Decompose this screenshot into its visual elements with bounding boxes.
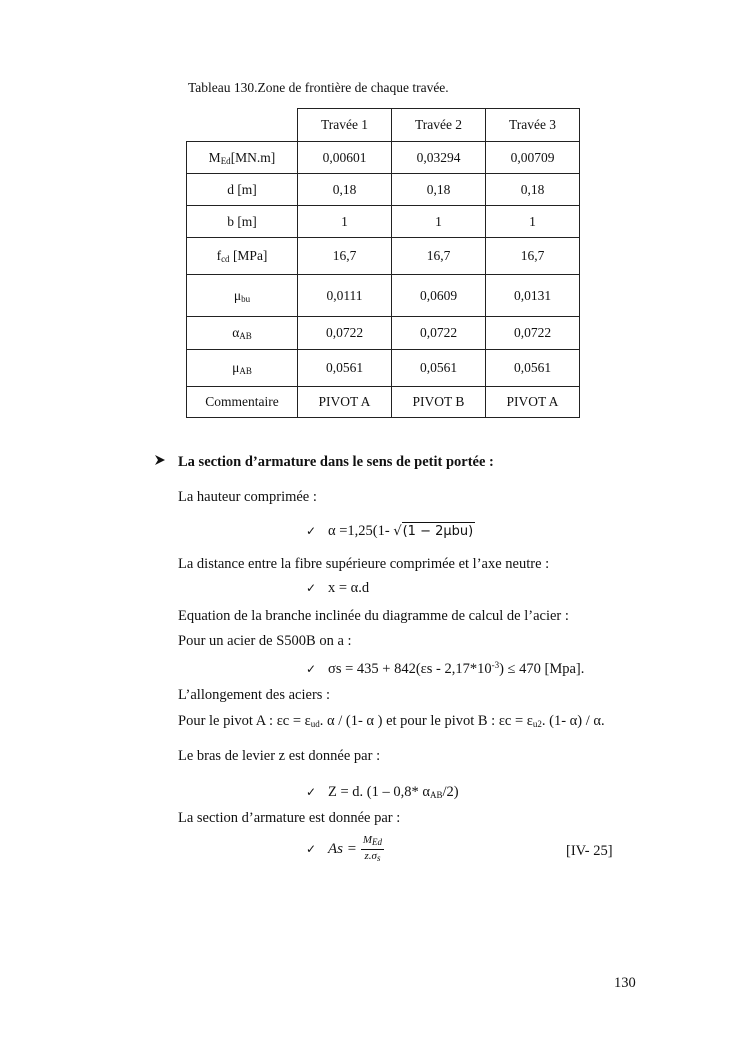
formula-alpha: ✓ α =1,25(1- √(1 − 2μbu) <box>306 523 474 539</box>
table-row <box>187 174 580 206</box>
paragraph-bras: Le bras de levier z est donnée par : <box>178 748 381 764</box>
table-row <box>187 387 580 418</box>
table-cell: PIVOT B <box>392 387 486 418</box>
table-cell: 1 <box>298 206 392 238</box>
formula-z: ✓ Z = d. (1 – 0,8* $\alpha_{AB}/2$) <box>306 784 459 800</box>
checkmark-icon: ✓ <box>306 785 317 799</box>
paragraph-hauteur: La hauteur comprimée : <box>178 489 317 505</box>
page-number: 130 <box>614 975 636 991</box>
table-cell: 0,0561 <box>392 350 486 387</box>
arrowhead-bullet-icon <box>154 454 166 470</box>
table-cell: 1 <box>392 206 486 238</box>
table-row <box>187 350 580 387</box>
row-label: $M_{Ed}[MN.m]$ <box>187 142 298 174</box>
row-label: $\alpha_{AB}$ <box>187 317 298 350</box>
table-cell: 16,7 <box>392 238 486 275</box>
row-label: $\mu_{AB}$ <box>187 350 298 387</box>
table-cell: PIVOT A <box>298 387 392 418</box>
table-cell: 0,0111 <box>298 275 392 317</box>
paragraph-section: La section d’armature est donnée par : <box>178 810 401 826</box>
table-cell: 16,7 <box>298 238 392 275</box>
table-cell: 0,00709 <box>486 142 580 174</box>
table-row <box>187 238 580 275</box>
checkmark-icon: ✓ <box>306 841 317 856</box>
checkmark-icon: ✓ <box>306 524 317 538</box>
table-corner-cell <box>187 109 298 142</box>
table-cell: 0,03294 <box>392 142 486 174</box>
table-cell: 0,0722 <box>392 317 486 350</box>
paragraph-allongement: L’allongement des aciers : <box>178 687 331 703</box>
row-label: Commentaire <box>187 387 298 418</box>
frontier-zone-table <box>186 108 580 418</box>
row-label: b [m] <box>187 206 298 238</box>
header-travee-1: Travée 1 <box>298 109 392 142</box>
formula-as: ✓ As = $\frac{M_{Ed}}{z.\sigma_s}$ <box>306 834 383 863</box>
table-cell: 0,0561 <box>298 350 392 387</box>
paragraph-pivot: Pour le pivot A : $\varepsilon c = \varepsilon_{ud}$. α / (1- α ) et pour le pivot B : $\varepsilon c = \varepsilon_{u2}$. (1- α) / α. <box>178 713 605 729</box>
table-header-row <box>187 109 580 142</box>
paragraph-distance: La distance entre la fibre supérieure comprimée et l’axe neutre : <box>178 556 550 572</box>
table-cell: 0,18 <box>392 174 486 206</box>
table-cell: 0,0722 <box>298 317 392 350</box>
table-cell: 0,00601 <box>298 142 392 174</box>
table-cell: 16,7 <box>486 238 580 275</box>
table-row <box>187 275 580 317</box>
table-row <box>187 317 580 350</box>
header-travee-3: Travée 3 <box>486 109 580 142</box>
fraction: $\frac{M_{Ed}}{z.\sigma_s}$ <box>362 834 383 863</box>
table-cell: 0,0609 <box>392 275 486 317</box>
formula-sigma: ✓ $\sigma s = 435 + 842(\varepsilon s - 2,17*10^{-3}) \le 470$ [Mpa]. <box>306 660 585 677</box>
row-label: $f_{cd}$ [MPa] <box>187 238 298 275</box>
table-cell: PIVOT A <box>486 387 580 418</box>
formula-x: ✓ x = α.d <box>306 580 370 596</box>
table-row <box>187 142 580 174</box>
table-cell: 0,18 <box>486 174 580 206</box>
checkmark-icon: ✓ <box>306 581 317 595</box>
table-cell: 0,0561 <box>486 350 580 387</box>
table-cell: 0,18 <box>298 174 392 206</box>
sqrt-symbol: √ <box>393 524 402 539</box>
table-cell: 0,0722 <box>486 317 580 350</box>
table-row <box>187 206 580 238</box>
table-cell: 0,0131 <box>486 275 580 317</box>
header-travee-2: Travée 2 <box>392 109 486 142</box>
table-cell: 1 <box>486 206 580 238</box>
row-label: $\mu_{bu}$ <box>187 275 298 317</box>
paragraph-equation: Equation de la branche inclinée du diagramme de calcul de l’acier : <box>178 608 569 624</box>
paragraph-acier: Pour un acier de S500B on a : <box>178 633 352 649</box>
table-caption: Tableau 130.Zone de frontière de chaque travée. <box>188 80 449 95</box>
row-label: d [m] <box>187 174 298 206</box>
equation-reference: [IV- 25] <box>566 843 613 859</box>
checkmark-icon: ✓ <box>306 662 317 676</box>
section-heading: La section d’armature dans le sens de petit portée : <box>178 454 494 470</box>
